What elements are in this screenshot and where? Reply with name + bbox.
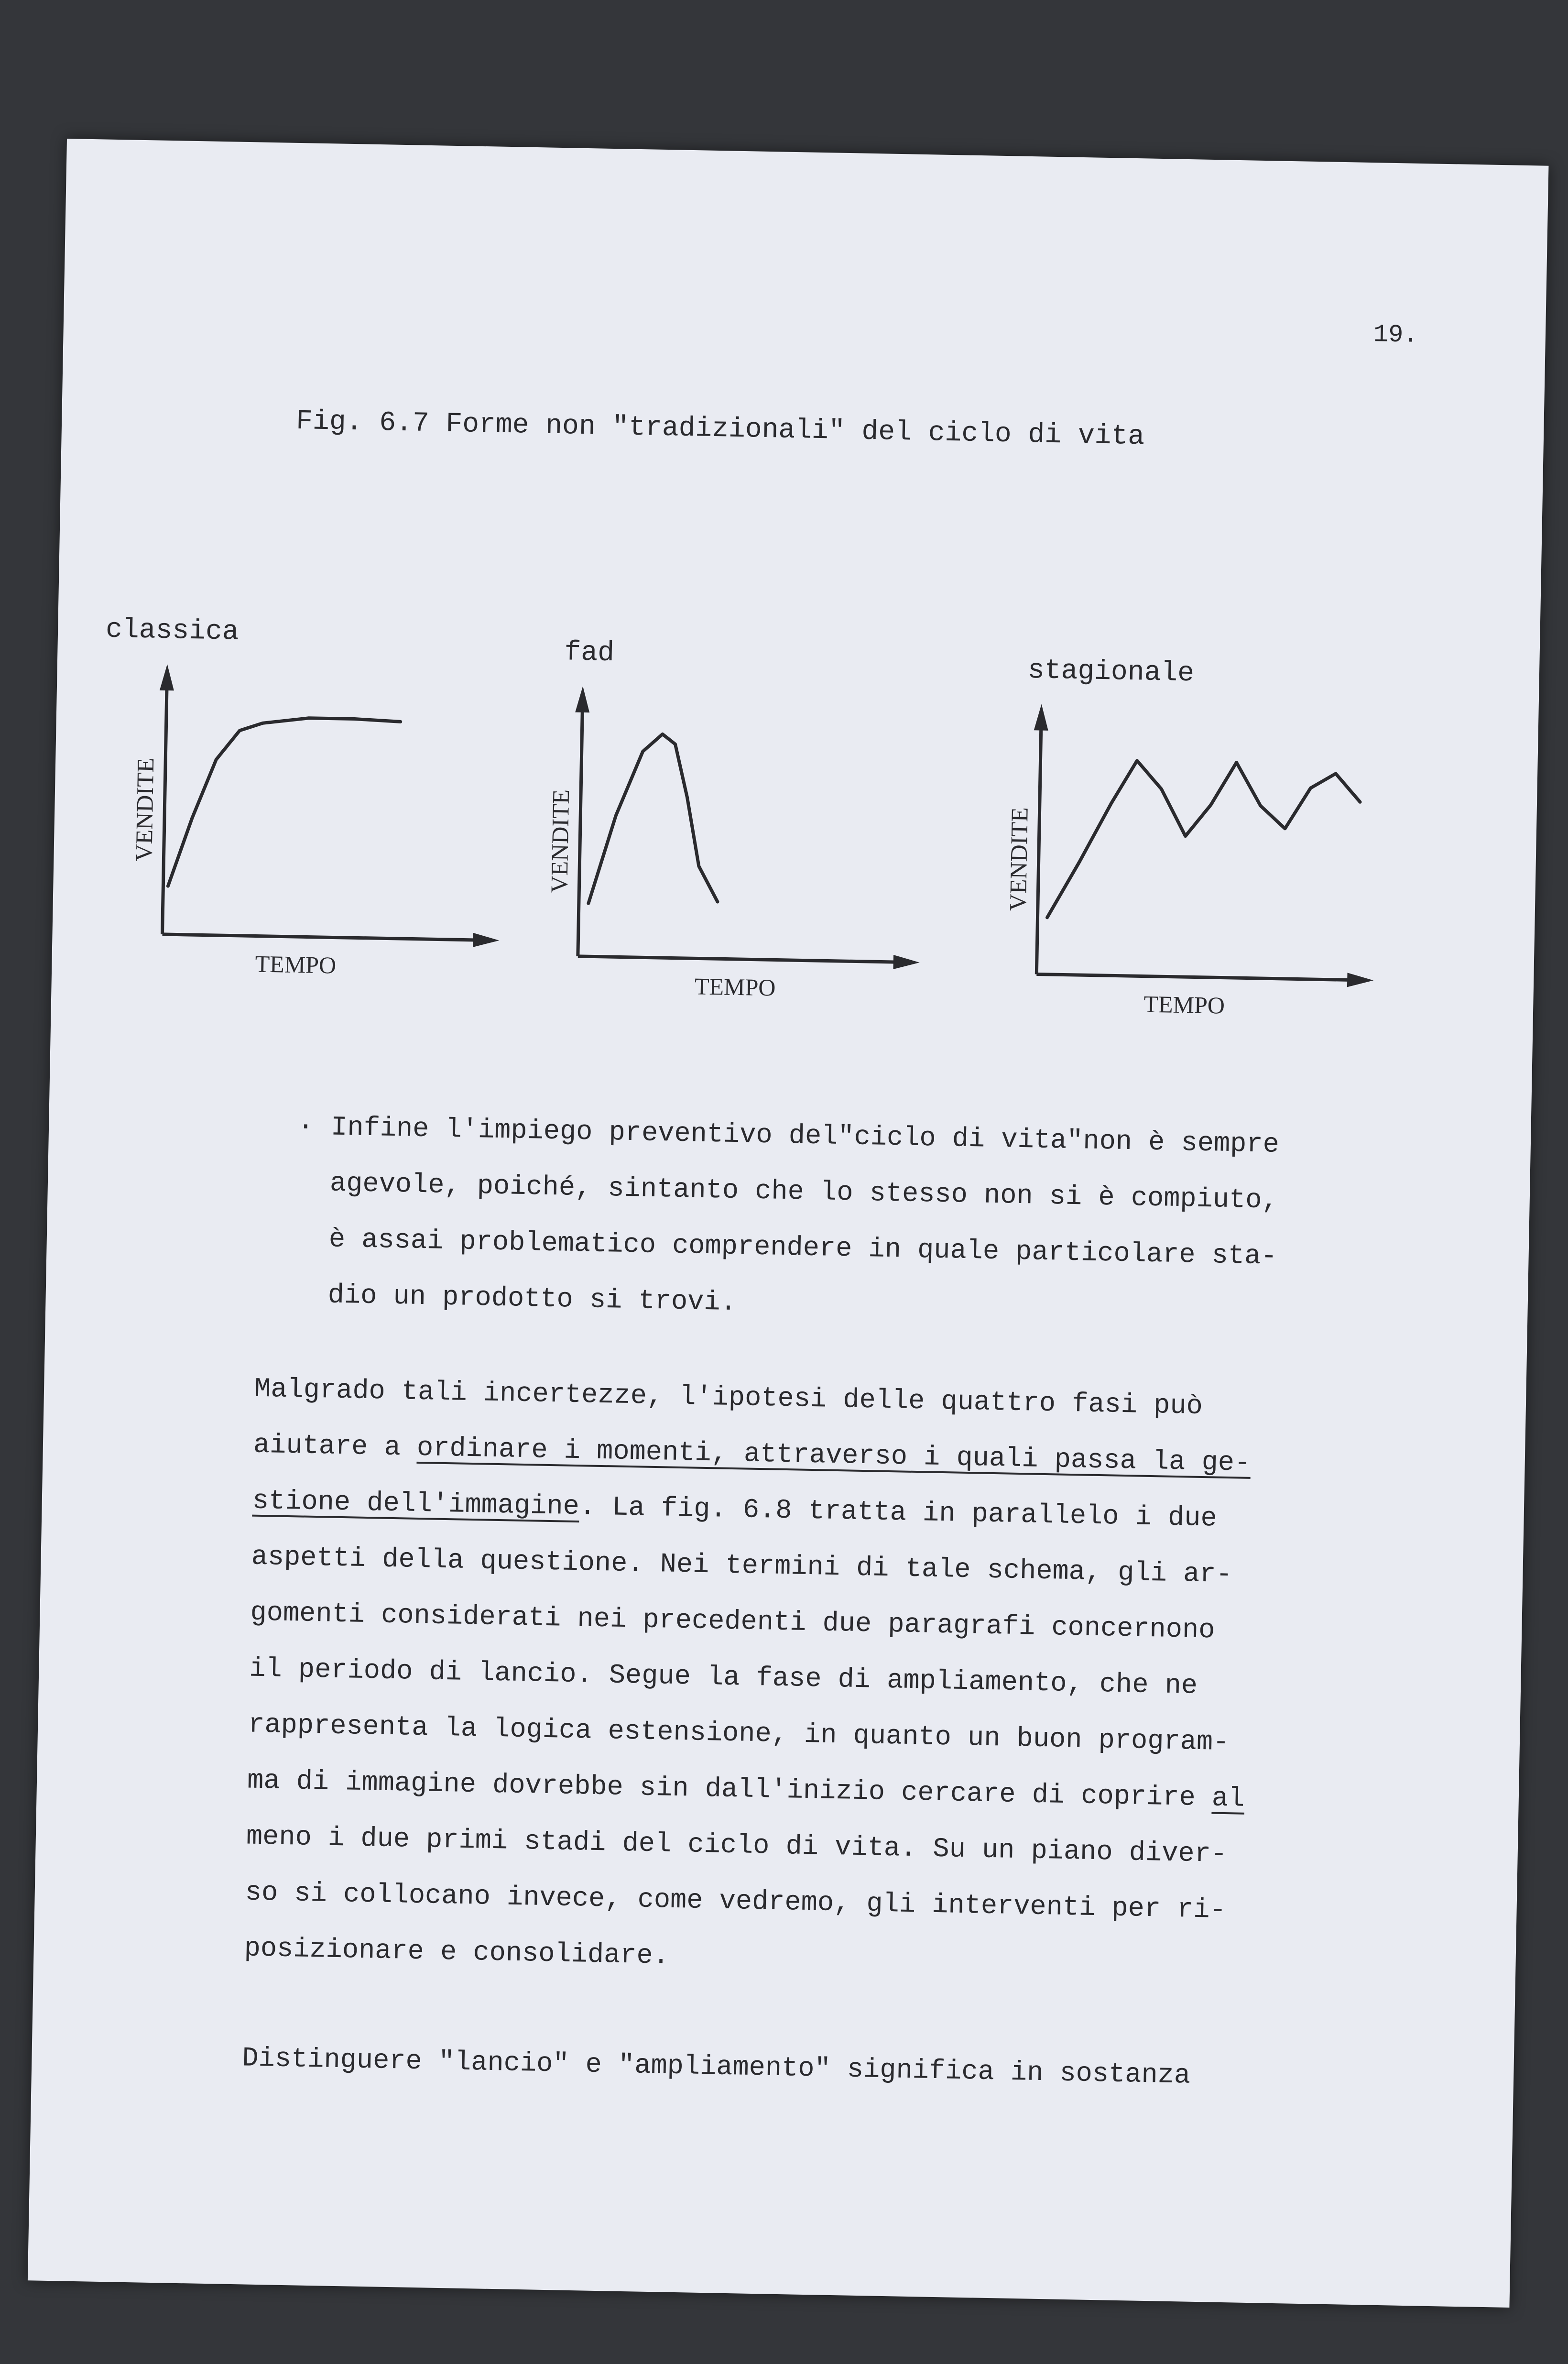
text-line: dio un prodotto si trovi.	[327, 1280, 737, 1319]
text-run: . La fig. 6.8 tratta in parallelo i due	[579, 1492, 1218, 1534]
text-run: aiutare a	[253, 1430, 417, 1464]
x-axis-arrow	[1347, 973, 1374, 987]
page-number: 19.	[1373, 320, 1419, 350]
y-axis-arrow	[1034, 704, 1049, 731]
bullet-marker: ·	[297, 1112, 314, 1143]
text-line: il periodo di lancio. Segue la fase di ampliamento, che ne	[249, 1653, 1198, 1702]
series-line	[1047, 759, 1361, 923]
figure-title: Fig. 6.7 Forme non "tradizionali" del ciclo di vita	[295, 405, 1145, 453]
series-line	[588, 733, 720, 906]
y-axis	[578, 703, 583, 956]
chart-fad-svg	[545, 637, 995, 1011]
x-axis-label: TEMPO	[694, 973, 776, 1001]
chart-title: fad	[564, 637, 615, 669]
text-line: Malgrado tali incertezze, l'ipotesi delle quattro fasi può	[254, 1374, 1203, 1422]
text-line: Distinguere "lancio" e "ampliamento" significa in sostanza	[241, 2043, 1191, 2091]
text-line: agevole, poiché, sintanto che lo stesso non si è compiuto,	[329, 1168, 1279, 1216]
series-line	[168, 715, 400, 890]
text-run: ma di immagine dovrebbe sin dall'inizio cercare di coprire	[247, 1765, 1212, 1814]
chart-stagionale	[1004, 655, 1487, 1032]
chart-title: classica	[105, 614, 240, 648]
underlined-text: stione dell'immagine	[252, 1486, 580, 1523]
text-line: rappresenta la logica estensione, in quanto un buon program-	[248, 1709, 1230, 1759]
y-axis-arrow	[575, 686, 590, 713]
text-line: so si collocano invece, come vedremo, gli interventi per ri-	[245, 1877, 1227, 1926]
x-axis-label: TEMPO	[1143, 990, 1225, 1019]
x-axis-arrow	[473, 933, 500, 948]
x-axis	[578, 956, 903, 962]
chart-title: stagionale	[1027, 655, 1195, 690]
chart-fad	[545, 637, 995, 1014]
y-axis-label: VENDITE	[130, 757, 159, 862]
y-axis-arrow	[160, 664, 174, 691]
x-axis	[1036, 974, 1357, 980]
paragraph-2	[244, 1362, 1252, 1995]
text-line: meno i due primi stadi del ciclo di vita. Su un piano diver-	[246, 1821, 1228, 1871]
chart-classica	[99, 614, 536, 991]
chart-classica-svg	[99, 614, 536, 989]
paragraph-1	[297, 1100, 1280, 1341]
underlined-text: ordinare i momenti, attraverso i quali passa la ge-	[416, 1433, 1251, 1479]
text-line: Infine l'impiego preventivo del"ciclo di vita"non è sempre	[330, 1112, 1280, 1160]
text-line: gomenti considerati nei precedenti due paragrafi concernono	[250, 1598, 1215, 1646]
paragraph-3	[241, 2031, 1191, 2104]
y-axis	[163, 681, 167, 934]
x-axis	[163, 934, 483, 940]
text-line: è assai problematico comprendere in quale particolare sta-	[328, 1224, 1278, 1272]
text-line: aspetti della questione. Nei termini di tale schema, gli ar-	[251, 1542, 1233, 1591]
chart-stagionale-svg	[1004, 655, 1487, 1030]
y-axis	[1036, 721, 1041, 974]
x-axis-arrow	[893, 955, 920, 970]
underlined-text: al	[1211, 1783, 1245, 1815]
y-axis-label: VENDITE	[545, 789, 575, 893]
document-page	[28, 139, 1549, 2308]
y-axis-label: VENDITE	[1004, 807, 1033, 911]
x-axis-label: TEMPO	[255, 950, 337, 979]
text-line: posizionare e consolidare.	[244, 1933, 670, 1972]
